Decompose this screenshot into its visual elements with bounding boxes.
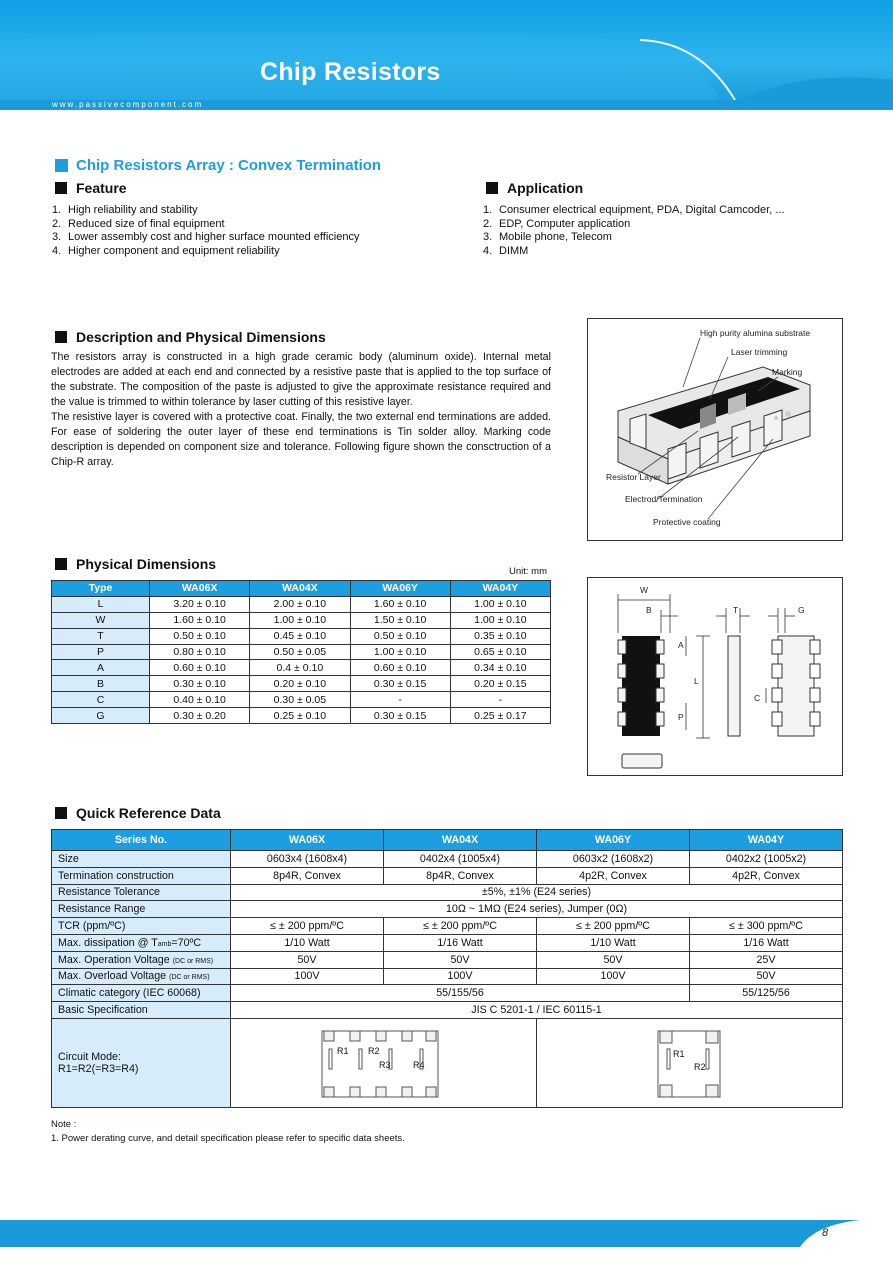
value-cell: 50V [231, 951, 384, 968]
item-number: 4. [483, 244, 493, 257]
application-heading [486, 180, 583, 196]
item-number: 1. [483, 204, 493, 216]
item-text: Lower assembly cost and higher surface mounted efficiency [68, 231, 360, 243]
header-cell: Type [52, 581, 150, 597]
row-label [52, 968, 231, 985]
table-row [52, 867, 843, 884]
label-substrate: High purity alumina substrate [700, 328, 811, 338]
circuit-diagram-2r [537, 1018, 843, 1107]
table-row [52, 951, 843, 968]
header-cell: WA06X [150, 581, 250, 597]
value-cell: 1.00 ± 0.10 [250, 612, 350, 628]
value-cell: 100V [231, 968, 384, 985]
value-cell: 100V [537, 968, 690, 985]
label-subscript: amb [157, 940, 172, 948]
value-cell: ≤ ± 200 ppm/ºC [537, 918, 690, 935]
square-bullet-icon [55, 159, 68, 172]
page-number: 8 [822, 1227, 829, 1239]
item-text: High reliability and stability [68, 204, 198, 216]
r2-label: R2 [694, 1061, 706, 1072]
value-cell: 0.30 ± 0.10 [150, 676, 250, 692]
value-cell: 2.00 ± 0.10 [250, 596, 350, 612]
circuit-label-1: Circuit Mode: [58, 1050, 121, 1063]
value-cell: 50V [384, 951, 537, 968]
feature-list [52, 204, 359, 258]
row-label [52, 951, 231, 968]
row-label: Basic Specification [52, 1002, 231, 1019]
item-text: Reduced size of final equipment [68, 217, 225, 230]
table-row [52, 596, 551, 612]
list-item [483, 204, 785, 218]
table-row [52, 644, 551, 660]
list-item [52, 245, 359, 259]
value-cell: 0.30 ± 0.15 [350, 676, 450, 692]
table-header-row [52, 581, 551, 597]
label-laser-trimming: Laser trimming [731, 347, 788, 357]
table-row [52, 660, 551, 676]
label-small: (DC or RMS) [172, 957, 214, 965]
header-cell: WA04X [384, 830, 537, 851]
table-row [52, 884, 843, 901]
r2-label: R2 [368, 1045, 380, 1056]
header-banner [0, 0, 893, 112]
list-item [483, 218, 785, 232]
circuit-diagram-4r [231, 1018, 537, 1107]
section-title-text: Chip Resistors Array : Convex Termination [76, 157, 382, 174]
type-cell: G [52, 708, 150, 724]
value-cell: 0.65 ± 0.10 [450, 644, 550, 660]
header-cell: WA04Y [690, 830, 843, 851]
table-row [52, 708, 551, 724]
value-cell: 1/10 Watt [537, 934, 690, 951]
value-cell: 0.50 ± 0.05 [250, 644, 350, 660]
value-cell: 1.50 ± 0.10 [350, 612, 450, 628]
table-row [52, 628, 551, 644]
value-cell: ≤ ± 200 ppm/ºC [231, 918, 384, 935]
table-row [52, 1018, 843, 1107]
table-row [52, 612, 551, 628]
item-number: 2. [52, 217, 62, 230]
table-row [52, 934, 843, 951]
label-part: Max. Operation Voltage [58, 953, 170, 966]
type-cell: A [52, 660, 150, 676]
quick-reference-heading [55, 805, 221, 821]
value-cell: 1.00 ± 0.10 [350, 644, 450, 660]
type-cell: P [52, 644, 150, 660]
value-cell: 0.34 ± 0.10 [450, 660, 550, 676]
value-cell: ≤ ± 200 ppm/ºC [384, 918, 537, 935]
value-cell: 0603x2 (1608x2) [537, 851, 690, 868]
item-text: Mobile phone, Telecom [499, 231, 612, 243]
value-cell: 0.50 ± 0.10 [350, 628, 450, 644]
list-item [52, 204, 359, 218]
square-bullet-icon [55, 182, 67, 194]
value-cell: - [350, 692, 450, 708]
application-list [483, 204, 785, 258]
header-cell: WA06Y [350, 581, 450, 597]
list-item [483, 231, 785, 245]
header-cell: WA06Y [537, 830, 690, 851]
value-cell: 0.80 ± 0.10 [150, 644, 250, 660]
list-item [52, 218, 359, 232]
label-marking: Marking [772, 367, 803, 377]
item-number: 4. [52, 244, 62, 257]
type-cell: L [52, 596, 150, 612]
value-cell: 8p4R, Convex [231, 867, 384, 884]
application-heading-text: Application [507, 180, 584, 196]
row-label: TCR (ppm/ºC) [52, 918, 231, 935]
value-cell: 25V [690, 951, 843, 968]
value-cell: 0.30 ± 0.15 [350, 708, 450, 724]
description-paragraph-2: The resistive layer is covered with a protective coat. Finally, the two external end terminations are added. For ease of soldering the outer layer of these end terminations is Tin solder alloy. Marking code description is depended on component size and tolerance. Following figure shown the consctruction of a Chip-R array. [51, 411, 551, 468]
table-row [52, 1002, 843, 1019]
r4-label: R4 [413, 1059, 425, 1070]
header-cell: WA04X [250, 581, 350, 597]
note-text: 1. Power derating curve, and detail specification please refer to specific data sheets. [51, 1133, 405, 1144]
description-heading [55, 329, 326, 345]
value-cell: JIS C 5201-1 / IEC 60115-1 [231, 1002, 843, 1019]
label-w: W [640, 585, 649, 595]
value-cell: 0603x4 (1608x4) [231, 851, 384, 868]
value-cell: 0402x4 (1005x4) [384, 851, 537, 868]
quick-reference-heading-text: Quick Reference Data [76, 805, 221, 821]
row-label [52, 1018, 231, 1107]
r3-label: R3 [379, 1059, 391, 1070]
row-label [52, 934, 231, 951]
square-bullet-icon [486, 182, 498, 194]
banner-wave [0, 0, 893, 100]
header-cell: Series No. [52, 830, 231, 851]
item-text: EDP, Computer application [499, 217, 631, 230]
label-l: L [694, 676, 699, 686]
value-cell: 0.20 ± 0.10 [250, 676, 350, 692]
circuit-label-2: R1=R2(=R3=R4) [58, 1062, 139, 1075]
square-bullet-icon [55, 331, 67, 343]
value-cell: 0.35 ± 0.10 [450, 628, 550, 644]
value-cell: 55/155/56 [231, 985, 690, 1002]
type-cell: T [52, 628, 150, 644]
row-label: Climatic category (IEC 60068) [52, 985, 231, 1002]
type-cell: C [52, 692, 150, 708]
type-cell: B [52, 676, 150, 692]
label-protective-coating: Protective coating [653, 517, 721, 527]
value-cell: 50V [537, 951, 690, 968]
header-cell: WA06X [231, 830, 384, 851]
type-cell: W [52, 612, 150, 628]
value-cell: 0.4 ± 0.10 [250, 660, 350, 676]
physical-heading-text: Physical Dimensions [76, 556, 217, 572]
physical-dimensions-table [51, 580, 551, 724]
square-bullet-icon [55, 807, 67, 819]
row-label: Resistance Range [52, 901, 231, 918]
quick-reference-table [51, 829, 843, 1108]
table-row [52, 851, 843, 868]
value-cell: 0402x2 (1005x2) [690, 851, 843, 868]
value-cell: - [450, 692, 550, 708]
table-row [52, 968, 843, 985]
page-title: Chip Resistors [260, 58, 441, 86]
label-part: Max. Overload Voltage [58, 970, 167, 983]
label-t: T [733, 605, 739, 615]
list-item [52, 231, 359, 245]
label-electrode: Electrod/Termination [625, 494, 703, 504]
value-cell: 10Ω ~ 1MΩ (E24 series), Jumper (0Ω) [231, 901, 843, 918]
label-g: G [798, 605, 805, 615]
square-bullet-icon [55, 558, 67, 570]
value-cell: 8p4R, Convex [384, 867, 537, 884]
item-text: DIMM [499, 244, 529, 257]
dimension-figure [587, 577, 843, 776]
value-cell: 0.60 ± 0.10 [150, 660, 250, 676]
value-cell: 3.20 ± 0.10 [150, 596, 250, 612]
value-cell: 1.00 ± 0.10 [450, 596, 550, 612]
footer-bar [0, 1220, 893, 1247]
label-part: =70ºC [171, 936, 202, 949]
item-text: Higher component and equipment reliability [68, 244, 280, 257]
table-row [52, 918, 843, 935]
label-p: P [678, 712, 684, 722]
row-label: Size [52, 851, 231, 868]
label-part: Max. dissipation @ T [58, 936, 158, 949]
value-cell: 4p2R, Convex [537, 867, 690, 884]
value-cell: 1/16 Watt [690, 934, 843, 951]
table-row [52, 985, 843, 1002]
construction-figure [587, 318, 843, 541]
item-number: 3. [52, 231, 62, 243]
value-cell: 0.60 ± 0.10 [350, 660, 450, 676]
item-number: 1. [52, 204, 62, 216]
description-paragraph-1: The resistors array is constructed in a high grade ceramic body (aluminum oxide). Internal metal electrodes are added at each end and connected by a resistive paste that is applied to the top surface of the substrate. The composition of the paste is adjusted to give the approximate resistance required and the value is trimmed to within tolerance by laser cutting of this resistive layer. [51, 351, 551, 408]
r1-label: R1 [337, 1045, 349, 1056]
table-row [52, 901, 843, 918]
description-heading-text: Description and Physical Dimensions [76, 329, 326, 345]
header-cell: WA04Y [450, 581, 550, 597]
note-title: Note : [51, 1119, 77, 1130]
value-cell: 50V [690, 968, 843, 985]
feature-heading-text: Feature [76, 180, 127, 196]
value-cell: 0.25 ± 0.10 [250, 708, 350, 724]
footer-wave [0, 1220, 893, 1247]
value-cell: ≤ ± 300 ppm/ºC [690, 918, 843, 935]
value-cell: 0.25 ± 0.17 [450, 708, 550, 724]
table-row [52, 676, 551, 692]
value-cell: 1/16 Watt [384, 934, 537, 951]
value-cell: ±5%, ±1% (E24 series) [231, 884, 843, 901]
item-text: Consumer electrical equipment, PDA, Digital Camcoder, ... [499, 204, 785, 216]
description-body [51, 350, 551, 470]
label-resistor-layer: Resistor Layer [606, 472, 661, 482]
value-cell: 0.30 ± 0.20 [150, 708, 250, 724]
value-cell: 0.45 ± 0.10 [250, 628, 350, 644]
label-c: C [754, 693, 761, 703]
label-b: B [646, 605, 652, 615]
website-url: www.passivecomponent.com [52, 100, 204, 109]
table-header-row [52, 830, 843, 851]
value-cell: 100V [384, 968, 537, 985]
value-cell: 0.20 ± 0.15 [450, 676, 550, 692]
value-cell: 0.50 ± 0.10 [150, 628, 250, 644]
circuit-2r-drawing [656, 1029, 722, 1099]
table-row [52, 692, 551, 708]
item-number: 3. [483, 231, 493, 243]
row-label: Termination construction [52, 867, 231, 884]
r1-label: R1 [673, 1048, 685, 1059]
label-a: A [678, 640, 684, 650]
value-cell: 1.60 ± 0.10 [350, 596, 450, 612]
feature-heading [55, 180, 127, 196]
value-cell: 4p2R, Convex [690, 867, 843, 884]
item-number: 2. [483, 217, 493, 230]
value-cell: 0.30 ± 0.05 [250, 692, 350, 708]
banner-background [0, 0, 893, 100]
value-cell: 1.00 ± 0.10 [450, 612, 550, 628]
value-cell: 1.60 ± 0.10 [150, 612, 250, 628]
value-cell: 1/10 Watt [231, 934, 384, 951]
unit-label: Unit: mm [509, 566, 547, 577]
physical-heading [55, 556, 216, 572]
value-cell: 55/125/56 [690, 985, 843, 1002]
label-small: (DC or RMS) [169, 974, 210, 982]
section-title [55, 157, 381, 174]
list-item [483, 245, 785, 259]
value-cell: 0.40 ± 0.10 [150, 692, 250, 708]
chip-array-drawing [588, 319, 842, 540]
row-label: Resistance Tolerance [52, 884, 231, 901]
